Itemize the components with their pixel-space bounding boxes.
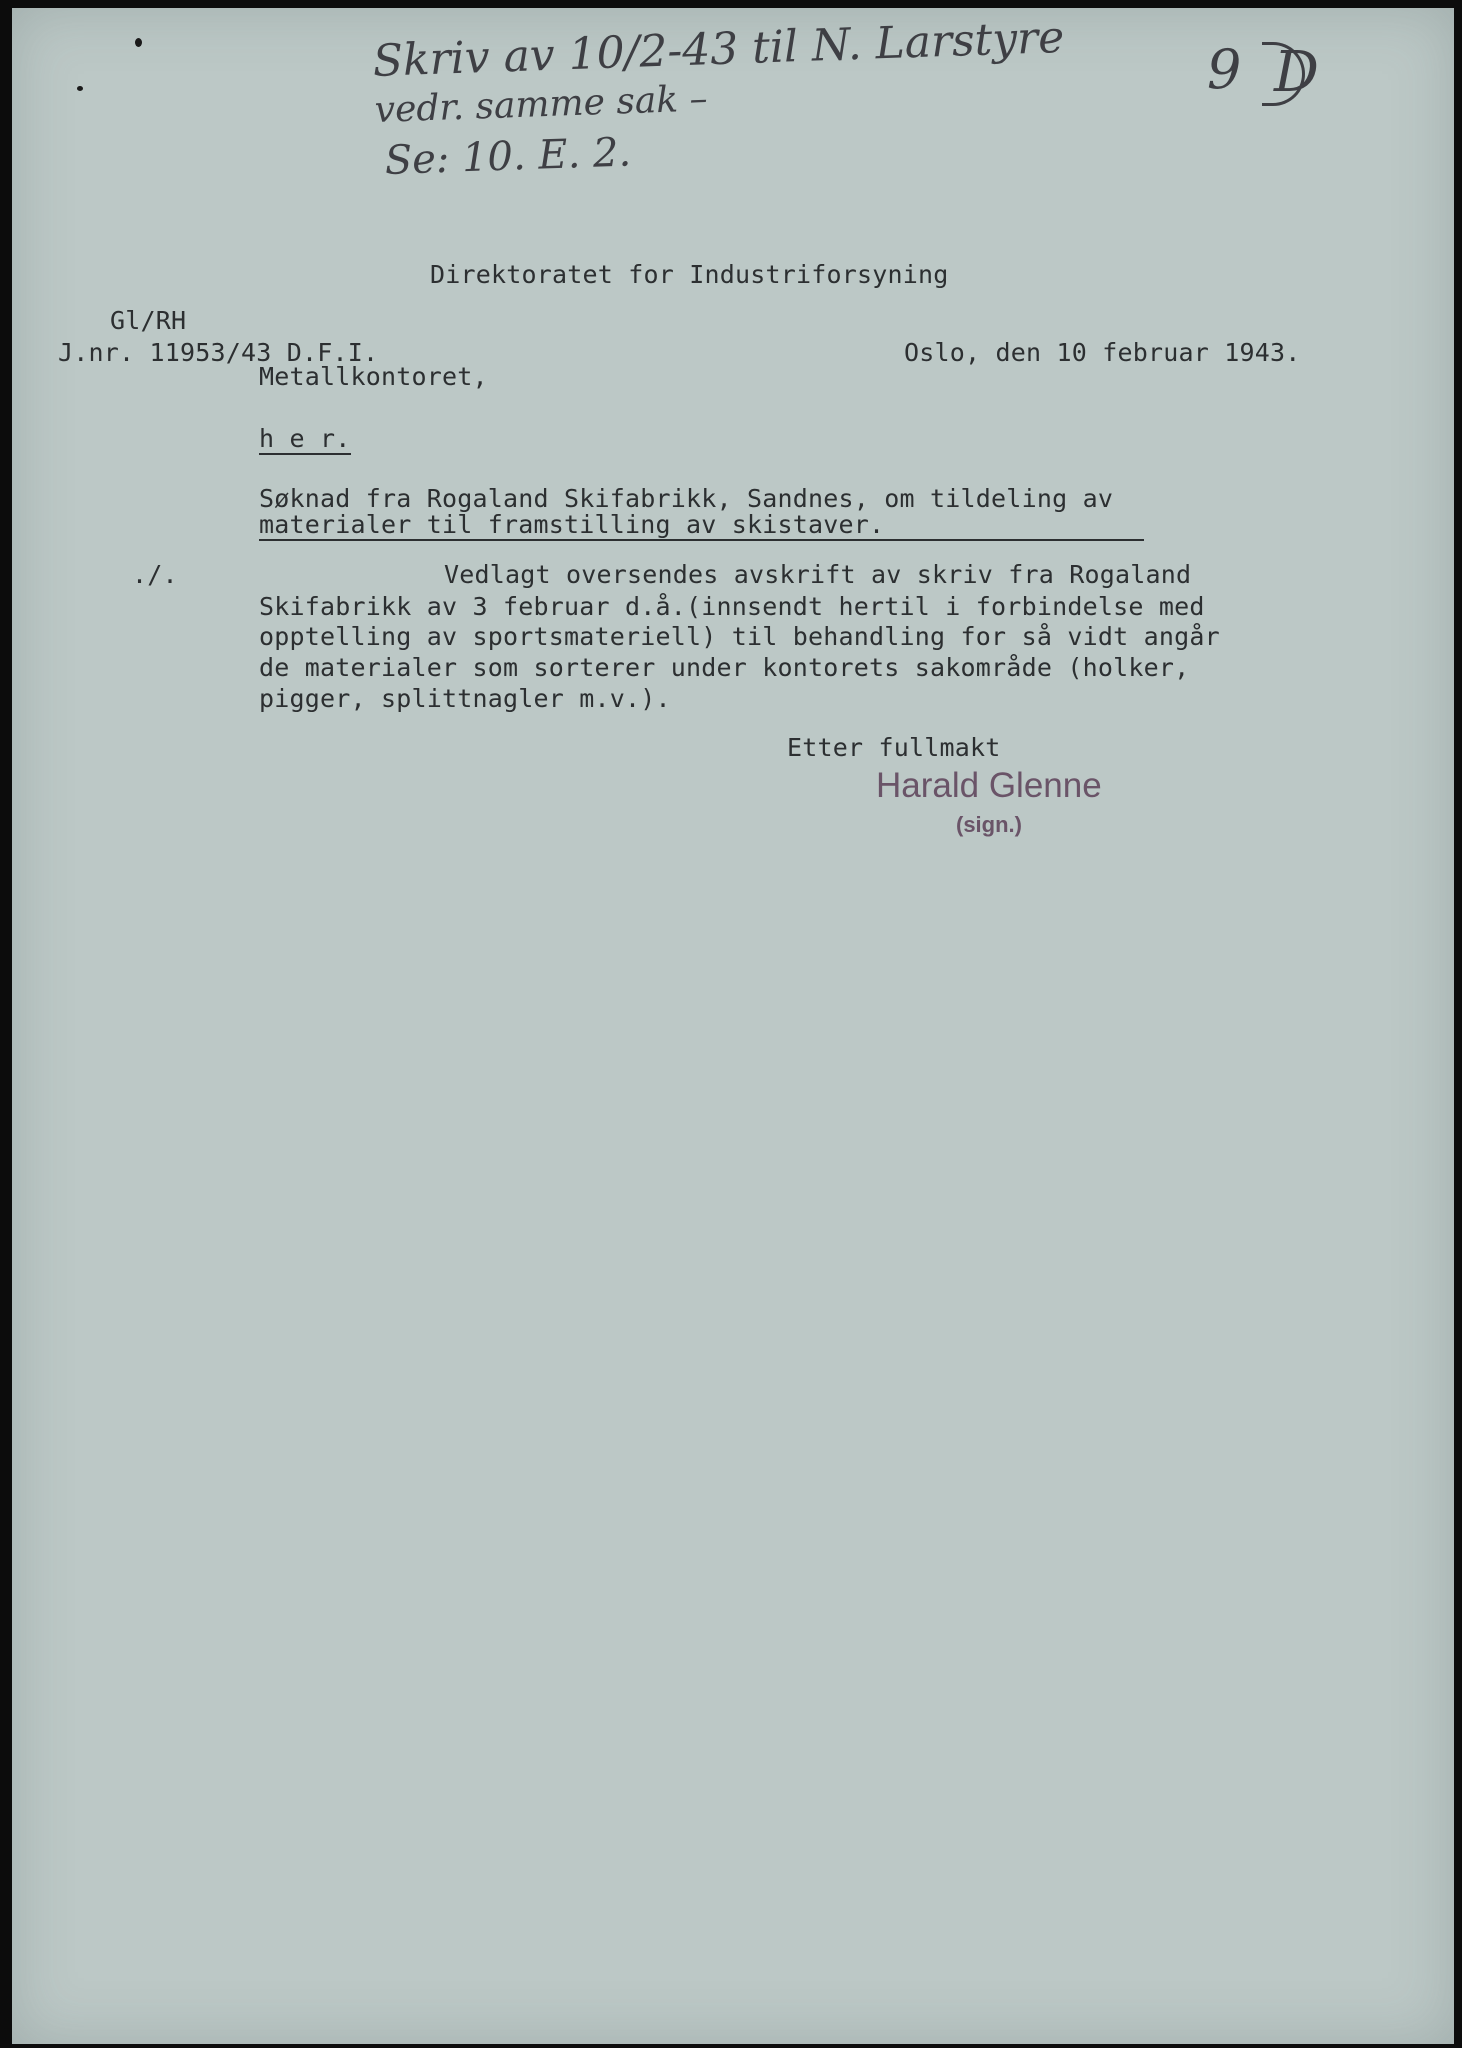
document-page [12, 8, 1454, 2044]
handwritten-note-line-3: Se: 10. E. 2. [384, 129, 632, 184]
reference-initials: Gl/RH [110, 306, 187, 335]
body-line-5: pigger, splittnagler m.v.). [259, 684, 671, 713]
body-line-3: opptelling av sportsmateriell) til behandling for så vidt angår [259, 622, 1220, 651]
subject-line-2: materialer til framstilling av skistaver. [259, 510, 1144, 541]
body-line-4: de materialer som sorterer under kontorets sakområde (holker, [259, 653, 1190, 682]
enclosure-mark: ./. [132, 560, 178, 589]
signature-note: (sign.) [956, 812, 1022, 837]
archive-number-digit: 9 [1207, 38, 1242, 101]
signature-name: Harald Glenne [876, 766, 1102, 805]
handwritten-note-line-2: vedr. samme sak – [374, 78, 709, 131]
ink-mark-top [135, 38, 142, 47]
recipient-name: Metallkontoret, [259, 362, 488, 391]
recipient-location: h e r. [259, 424, 351, 453]
closing: Etter fullmakt [787, 733, 1001, 762]
letterhead: Direktoratet for Industriforsyning [430, 260, 949, 289]
ink-mark-left [77, 86, 83, 91]
archive-number-letter: D [1274, 40, 1319, 105]
journal-number: J.nr. 11953/43 D.F.I. [58, 338, 379, 367]
subject-line-1: Søknad fra Rogaland Skifabrikk, Sandnes, om tildeling av [259, 484, 1114, 513]
place-date: Oslo, den 10 februar 1943. [904, 338, 1301, 367]
body-line-2: Skifabrikk av 3 februar d.å.(innsendt hertil i forbindelse med [259, 592, 1205, 621]
body-line-1: Vedlagt oversendes avskrift av skriv fra Rogaland [444, 560, 1192, 589]
handwritten-note-line-1: Skriv av 10/2-43 til N. Larstyre [372, 11, 1065, 87]
